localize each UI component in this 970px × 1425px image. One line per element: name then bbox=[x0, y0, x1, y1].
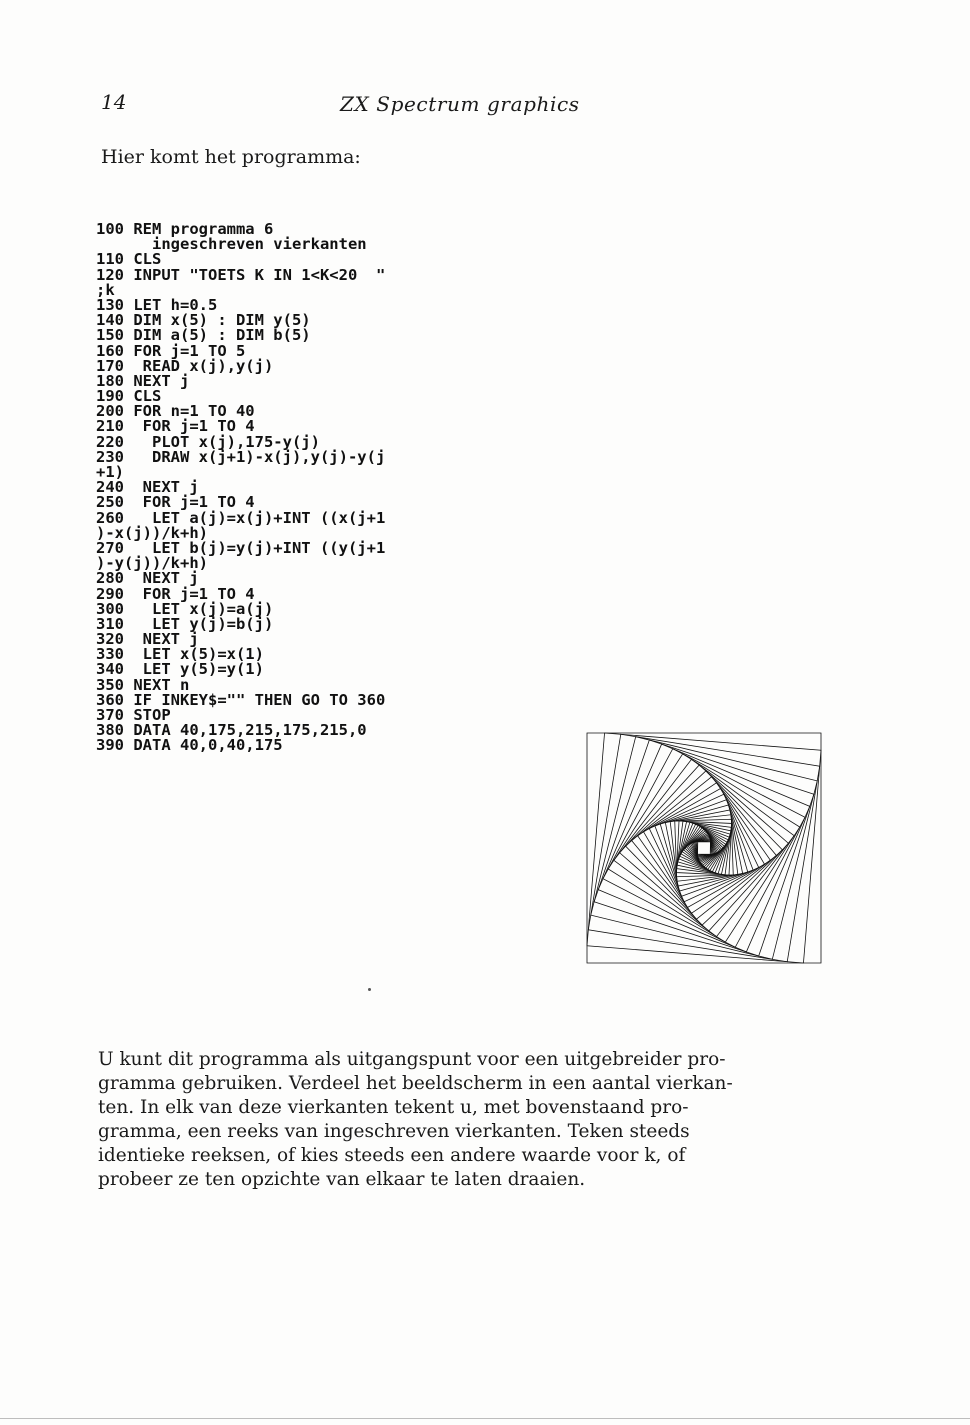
inscribed-square bbox=[697, 841, 712, 855]
program-line: 160 FOR j=1 TO 5 bbox=[96, 341, 246, 360]
program-line: 260 LET a(j)=x(j)+INT ((x(j+1 bbox=[96, 508, 386, 527]
running-title: ZX Spectrum graphics bbox=[340, 92, 580, 116]
program-line: 360 IF INKEY$="" THEN GO TO 360 bbox=[96, 690, 386, 709]
program-line: 100 REM programma 6 bbox=[96, 220, 274, 238]
inscribed-square bbox=[670, 815, 738, 881]
program-line: 350 NEXT n bbox=[96, 675, 190, 694]
program-line: 330 LET x(5)=x(1) bbox=[96, 645, 264, 664]
inscribed-square bbox=[608, 754, 800, 942]
program-line: 370 STOP bbox=[96, 706, 171, 724]
program-line: 250 FOR j=1 TO 4 bbox=[96, 493, 255, 512]
program-line: 150 DIM a(5) : DIM b(5) bbox=[96, 326, 311, 345]
program-line: 230 DRAW x(j+1)-x(j),y(j)-y(j bbox=[96, 447, 386, 466]
program-line: 390 DATA 40,0,40,175 bbox=[96, 736, 283, 755]
nested-squares-drawing bbox=[586, 732, 822, 964]
inscribed-square bbox=[614, 759, 794, 936]
program-line: 290 FOR j=1 TO 4 bbox=[96, 584, 255, 603]
inscribed-square bbox=[698, 842, 711, 855]
stray-dot bbox=[368, 988, 371, 991]
inscribed-square bbox=[638, 783, 771, 913]
program-line: 140 DIM x(5) : DIM y(5) bbox=[96, 311, 311, 330]
inscribed-square bbox=[591, 737, 818, 960]
inscribed-square bbox=[620, 765, 789, 931]
program-line: 180 NEXT j bbox=[96, 371, 190, 390]
program-line: 120 INPUT "TOETS K IN 1<K<20 " bbox=[96, 265, 386, 284]
program-line: 340 LET y(5)=y(1) bbox=[96, 660, 264, 679]
body-line: U kunt dit programma als uitgangspunt voor een uitgebreider pro- bbox=[98, 1049, 726, 1070]
inscribed-square bbox=[679, 823, 729, 873]
program-line: )-x(j))/k+h) bbox=[96, 523, 208, 542]
program-line: ingeschreven vierkanten bbox=[96, 235, 367, 254]
basic-program-listing bbox=[96, 222, 385, 754]
body-line: ten. In elk van deze vierkanten tekent u, met bovenstaand pro- bbox=[98, 1097, 689, 1118]
page-number: 14 bbox=[101, 90, 127, 114]
body-line: probeer ze ten opzichte van elkaar te laten draaien. bbox=[98, 1169, 586, 1190]
footer-rule bbox=[0, 1418, 970, 1419]
program-line: 130 LET h=0.5 bbox=[96, 295, 218, 314]
inscribed-square bbox=[603, 749, 805, 948]
body-line: gramma, een reeks van ingeschreven vierkanten. Teken steeds bbox=[98, 1121, 690, 1142]
program-line: ;k bbox=[96, 280, 115, 299]
program-line: 170 READ x(j),y(j) bbox=[96, 356, 274, 375]
body-line: identieke reeksen, of kies steeds een andere waarde voor k, of bbox=[98, 1145, 686, 1166]
program-line: 300 LET x(j)=a(j) bbox=[96, 599, 274, 618]
program-line: 310 LET y(j)=b(j) bbox=[96, 614, 274, 633]
inscribed-square bbox=[598, 744, 809, 952]
program-line: 320 NEXT j bbox=[96, 630, 199, 649]
program-line: +1) bbox=[96, 463, 124, 481]
program-line: 200 FOR n=1 TO 40 bbox=[96, 402, 255, 421]
program-line: 240 NEXT j bbox=[96, 478, 199, 497]
body-line: gramma gebruiken. Verdeel het beeldscherm in een aantal vierkan- bbox=[98, 1073, 733, 1094]
inscribed-square bbox=[626, 771, 783, 925]
intro-text: Hier komt het programma: bbox=[101, 146, 361, 168]
program-line: 110 CLS bbox=[96, 250, 162, 269]
program-line: 270 LET b(j)=y(j)+INT ((y(j+1 bbox=[96, 538, 386, 557]
program-line: 210 FOR j=1 TO 4 bbox=[96, 417, 255, 436]
program-line: )-y(j))/k+h) bbox=[96, 554, 208, 573]
nested-squares-figure bbox=[586, 732, 822, 964]
program-line: 380 DATA 40,175,215,175,215,0 bbox=[96, 721, 367, 740]
program-line: 280 NEXT j bbox=[96, 569, 199, 588]
body-paragraph bbox=[98, 1048, 814, 1192]
program-line: 190 CLS bbox=[96, 387, 162, 406]
inscribed-square bbox=[649, 794, 758, 902]
program-line: 220 PLOT x(j),175-y(j) bbox=[96, 432, 320, 451]
